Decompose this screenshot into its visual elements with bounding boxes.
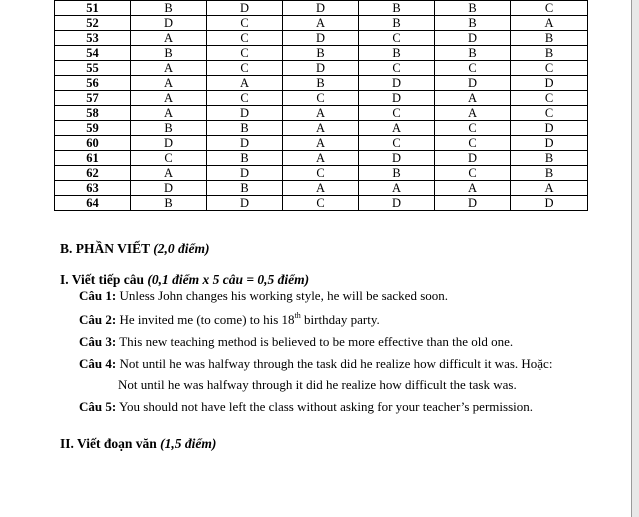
- table-row: [55, 1, 588, 16]
- answer-cell: B: [207, 181, 283, 196]
- answer-cell: B: [207, 121, 283, 136]
- question-number-cell: 51: [55, 1, 131, 16]
- table-row: [55, 196, 588, 211]
- table-row: [55, 151, 588, 166]
- answer-cell: A: [435, 106, 511, 121]
- answer-cell: D: [283, 61, 359, 76]
- section-b-points: (2,0 điểm): [153, 241, 210, 256]
- answer-cell: B: [283, 76, 359, 91]
- page-gutter: [632, 0, 639, 517]
- question-1-label: Câu 1:: [79, 288, 117, 303]
- answer-cell: B: [131, 1, 207, 16]
- answer-cell: D: [207, 196, 283, 211]
- answer-cell: C: [435, 166, 511, 181]
- question-1-text: Unless John changes his working style, he will be sacked soon.: [116, 288, 449, 303]
- answer-cell: C: [511, 91, 588, 106]
- table-row: [55, 91, 588, 106]
- question-2-text-before: He invited me (to come) to his 18: [116, 312, 295, 327]
- answer-cell: C: [283, 196, 359, 211]
- question-number-cell: 54: [55, 46, 131, 61]
- answer-cell: D: [283, 31, 359, 46]
- part-2-points: (1,5 điểm): [160, 436, 217, 451]
- answer-key-table: [54, 0, 588, 211]
- answer-cell: C: [207, 16, 283, 31]
- answer-cell: A: [283, 136, 359, 151]
- answer-cell: B: [511, 166, 588, 181]
- table-row: [55, 31, 588, 46]
- answer-cell: C: [359, 106, 435, 121]
- table-row: [55, 136, 588, 151]
- table-row: [55, 181, 588, 196]
- table-row: [55, 61, 588, 76]
- answer-cell: D: [435, 76, 511, 91]
- question-5-label: Câu 5:: [79, 399, 117, 414]
- question-3: [79, 334, 513, 350]
- question-4-alt-text: Not until he was halfway through it did he realize how difficult the task was.: [118, 377, 517, 392]
- answer-cell: D: [131, 16, 207, 31]
- question-2-label: Câu 2:: [79, 312, 117, 327]
- answer-cell: C: [435, 61, 511, 76]
- answer-cell: C: [511, 106, 588, 121]
- answer-cell: A: [283, 106, 359, 121]
- answer-cell: D: [207, 166, 283, 181]
- answer-cell: C: [283, 91, 359, 106]
- answer-cell: C: [207, 91, 283, 106]
- section-b-title: B. PHẦN VIẾT: [60, 241, 154, 256]
- answer-cell: B: [359, 1, 435, 16]
- answer-cell: C: [283, 166, 359, 181]
- answer-cell: A: [131, 61, 207, 76]
- answer-cell: B: [359, 46, 435, 61]
- answer-cell: A: [359, 121, 435, 136]
- answer-cell: A: [283, 121, 359, 136]
- answer-key-body: [55, 1, 588, 211]
- section-b-heading: [60, 241, 210, 257]
- table-row: [55, 76, 588, 91]
- answer-cell: B: [359, 16, 435, 31]
- part-1-heading: [60, 272, 309, 288]
- answer-cell: D: [359, 91, 435, 106]
- answer-cell: B: [359, 166, 435, 181]
- question-1: [79, 288, 448, 304]
- answer-cell: D: [207, 106, 283, 121]
- question-number-cell: 58: [55, 106, 131, 121]
- answer-cell: D: [359, 151, 435, 166]
- answer-cell: A: [131, 166, 207, 181]
- question-4: [79, 356, 552, 372]
- question-number-cell: 60: [55, 136, 131, 151]
- table-row: [55, 121, 588, 136]
- question-number-cell: 53: [55, 31, 131, 46]
- answer-cell: D: [131, 181, 207, 196]
- table-row: [55, 106, 588, 121]
- question-number-cell: 63: [55, 181, 131, 196]
- answer-cell: A: [131, 91, 207, 106]
- answer-cell: A: [511, 181, 588, 196]
- answer-cell: D: [131, 136, 207, 151]
- question-3-label: Câu 3:: [79, 334, 117, 349]
- answer-cell: B: [435, 16, 511, 31]
- answer-cell: A: [207, 76, 283, 91]
- answer-cell: A: [511, 16, 588, 31]
- answer-cell: D: [283, 1, 359, 16]
- answer-cell: B: [131, 121, 207, 136]
- answer-cell: C: [359, 136, 435, 151]
- answer-cell: A: [283, 181, 359, 196]
- question-5: [79, 399, 533, 415]
- answer-cell: A: [435, 91, 511, 106]
- answer-cell: C: [359, 31, 435, 46]
- question-number-cell: 61: [55, 151, 131, 166]
- question-number-cell: 57: [55, 91, 131, 106]
- answer-cell: A: [283, 151, 359, 166]
- answer-cell: C: [207, 31, 283, 46]
- question-3-text: This new teaching method is believed to be more effective than the old one.: [116, 334, 514, 349]
- question-4-text: Not until he was halfway through the task did he realize how difficult it was. Hoặc:: [116, 356, 553, 371]
- answer-cell: D: [207, 136, 283, 151]
- question-number-cell: 59: [55, 121, 131, 136]
- answer-cell: D: [511, 136, 588, 151]
- question-2-text-after: birthday party.: [300, 312, 380, 327]
- answer-cell: A: [131, 31, 207, 46]
- table-row: [55, 16, 588, 31]
- answer-cell: C: [207, 46, 283, 61]
- answer-cell: D: [359, 196, 435, 211]
- answer-cell: D: [511, 121, 588, 136]
- answer-cell: B: [435, 1, 511, 16]
- question-number-cell: 52: [55, 16, 131, 31]
- answer-cell: A: [131, 76, 207, 91]
- answer-cell: C: [511, 61, 588, 76]
- answer-cell: D: [359, 76, 435, 91]
- answer-cell: D: [511, 76, 588, 91]
- answer-cell: A: [283, 16, 359, 31]
- question-4-alternative: [118, 377, 517, 393]
- answer-cell: A: [435, 181, 511, 196]
- question-number-cell: 55: [55, 61, 131, 76]
- answer-cell: B: [207, 151, 283, 166]
- answer-cell: D: [435, 196, 511, 211]
- answer-cell: C: [435, 121, 511, 136]
- answer-cell: B: [131, 46, 207, 61]
- question-number-cell: 64: [55, 196, 131, 211]
- table-row: [55, 46, 588, 61]
- answer-cell: C: [207, 61, 283, 76]
- answer-cell: C: [435, 136, 511, 151]
- answer-cell: A: [131, 106, 207, 121]
- answer-cell: B: [511, 151, 588, 166]
- answer-cell: B: [511, 46, 588, 61]
- table-row: [55, 166, 588, 181]
- answer-cell: D: [207, 1, 283, 16]
- answer-cell: B: [435, 46, 511, 61]
- question-2: [79, 312, 380, 328]
- answer-cell: C: [359, 61, 435, 76]
- part-2-title: II. Viết đoạn văn: [60, 436, 161, 451]
- answer-cell: D: [435, 31, 511, 46]
- answer-cell: B: [283, 46, 359, 61]
- part-1-points: (0,1 điểm x 5 câu = 0,5 điểm): [147, 272, 310, 287]
- answer-cell: A: [359, 181, 435, 196]
- question-2-superscript: th: [294, 310, 301, 320]
- part-1-title: I. Viết tiếp câu: [60, 272, 148, 287]
- answer-cell: C: [511, 1, 588, 16]
- question-4-label: Câu 4:: [79, 356, 117, 371]
- answer-cell: B: [511, 31, 588, 46]
- answer-cell: B: [131, 196, 207, 211]
- question-number-cell: 62: [55, 166, 131, 181]
- part-2-heading: [60, 436, 216, 452]
- question-number-cell: 56: [55, 76, 131, 91]
- answer-cell: C: [131, 151, 207, 166]
- answer-cell: D: [435, 151, 511, 166]
- question-5-text: You should not have left the class without asking for your teacher’s permission.: [116, 399, 533, 414]
- answer-cell: D: [511, 196, 588, 211]
